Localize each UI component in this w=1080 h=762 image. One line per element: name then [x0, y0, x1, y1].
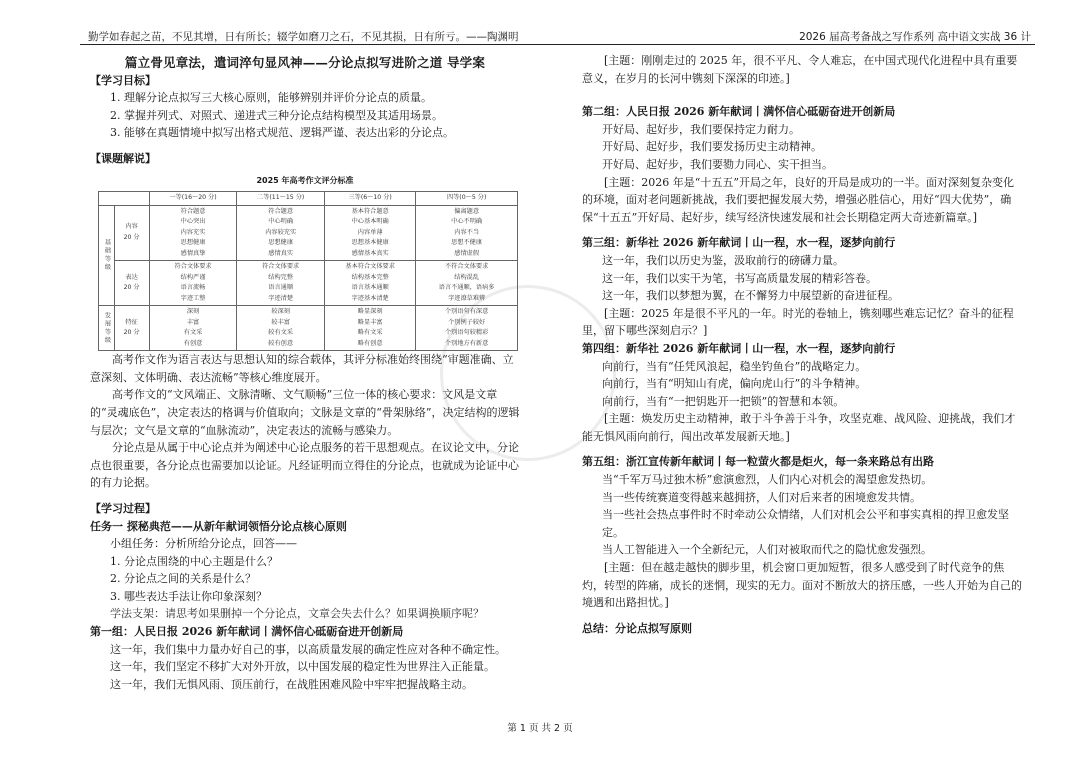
page-title: 篇立骨见章法，遣词淬句显风神——分论点拟写进阶之道 导学案 [124, 55, 486, 70]
rubric-cell: 个别语句有深意 个别例子较好 个别语句较精彩 个别地方有新意 [416, 306, 518, 351]
rubric-table [98, 191, 518, 351]
topic-note: [主题：刚刚走过的 2025 年，很不平凡、令人难忘，在中国式现代化进程中具有重要意义，在岁月的长河中镌刻下深深的印迹。] [582, 54, 1018, 85]
goal-item: 2. 掌握并列式、对照式、递进式三种分论点结构模型及其适用场景。 [110, 108, 443, 122]
group-line: 开好局、起好步，我们要勠力同心、实干担当。 [602, 157, 833, 171]
grade-header: 二等(11～15 分) [237, 192, 325, 206]
group-title: 第二组：人民日报 2026 新年献词丨满怀信心砥砺奋进开创新局 [582, 105, 896, 119]
rubric-cell: 基本符合文体要求 结构基本完整 语言基本通顺 字迹基本清楚 [324, 261, 415, 306]
page-header [80, 26, 1035, 45]
rubric-cell: 深刻 丰富 有文采 有创意 [149, 306, 237, 351]
group-title: 第五组：浙江宣传新年献词丨每一粒萤火都是炬火，每一条来路总有出路 [582, 455, 934, 469]
explain-paragraph: 高考作文的“文风端正、文脉清晰、文气顺畅”三位一体的核心要求：文风是文章的“灵魂底色”，决定表达的格调与价值取向；文脉是文章的“骨架脉络”，决定结构的逻辑与层次；文气是文章的“血脉流动”，决定表达的流畅与感染力。 [90, 388, 520, 437]
rubric-cell: 符合题意 中心明确 内容较充实 思想健康 感情真实 [237, 205, 325, 261]
basic-level-label: 基础等级 [99, 205, 115, 306]
group-title: 第一组：人民日报 2026 新年献词丨满怀信心砥砺奋进开创新局 [90, 625, 404, 639]
process-heading: 【学习过程】 [90, 501, 156, 515]
header-quote: 勤学如春起之苗，不见其增，日有所长；辍学如磨刀之石，不见其损，日有所亏。——陶渊明 [88, 31, 519, 43]
group-line: 这一年，我们以历史为鉴，汲取前行的磅礴力量。 [602, 253, 844, 267]
goals-heading: 【学习目标】 [90, 73, 156, 87]
grade-header: 一等(16～20 分) [149, 192, 237, 206]
goal-item: 3. 能够在真题情境中拟写出格式规范、逻辑严谨、表达出彩的分论点。 [110, 126, 454, 140]
summary-heading: 总结：分论点拟写原则 [582, 621, 692, 635]
right-column [582, 52, 1022, 637]
left-column [90, 52, 520, 693]
group-line: 这一年，我们集中力量办好自己的事，以高质量发展的确定性应对各种不确定性。 [110, 642, 506, 656]
row-label: 表达 20 分 [114, 261, 149, 306]
question-item: 3. 哪些表达手法让你印象深刻？ [110, 589, 267, 603]
rubric-cell: 偏离题意 中心不明确 内容不当 思想不健康 感情虚假 [416, 205, 518, 261]
explain-heading: 【课题解说】 [90, 151, 156, 165]
topic-note: [主题：2025 年是很不平凡的一年。时光的卷轴上，镌刻哪些难忘记忆？奋斗的征程里，留下哪些深刻启示？] [582, 306, 1014, 338]
group-line: 开好局、起好步，我们要发扬历史主动精神。 [602, 140, 822, 154]
question-item: 2. 分论点之间的关系是什么？ [110, 572, 256, 586]
rubric-cell: 基本符合题意 中心基本明确 内容单薄 思想基本健康 感情基本真实 [324, 205, 415, 261]
group-title: 第三组：新华社 2026 新年献词丨山一程，水一程，逐梦向前行 [582, 236, 896, 250]
group-line: 这一年，我们以实干为笔，书写高质量发展的精彩答卷。 [602, 271, 877, 285]
development-level-label: 发展等级 [99, 306, 115, 351]
row-label: 特征 20 分 [114, 306, 149, 351]
task-intro: 小组任务：分析所给分论点，回答—— [110, 537, 297, 551]
group-title: 第四组：新华社 2026 新年献词丨山一程，水一程，逐梦向前行 [582, 341, 896, 355]
group-line: 这一年，我们以梦想为翼，在不懈努力中展望新的奋进征程。 [602, 289, 899, 303]
explain-paragraph: 分论点是从属于中心论点并为阐述中心论点服务的若干思想观点。在议论文中，分论点也很重要，各分论点也需要加以论证。凡经证明而立得住的分论点，也就成为论证中心的有力论据。 [90, 441, 519, 490]
rubric-cell: 略显深刻 略显丰富 略有文采 略有创意 [324, 306, 415, 351]
rubric-cell: 较深刻 较丰富 较有文采 较有创意 [237, 306, 325, 351]
rubric-cell: 符合文体要求 结构严谨 语言流畅 字迹工整 [149, 261, 237, 306]
group-line: 开好局、起好步，我们要保持定力耐力。 [602, 122, 800, 136]
group-line: 这一年，我们无惧风雨、顶压前行，在战胜困难风险中牢牢把握战略主动。 [110, 677, 473, 691]
row-label: 内容 20 分 [114, 205, 149, 261]
page-number: 第 1 页 共 2 页 [507, 723, 573, 734]
group-line: 向前行，当有“一把钥匙开一把锁”的智慧和本领。 [602, 394, 845, 408]
topic-note: [主题：焕发历史主动精神，敢于斗争善于斗争，攻坚克难、战风险、迎挑战，我们才能无惧风雨向前行，闯出改革发展新天地。] [582, 412, 1016, 443]
topic-note: [主题：但在越走越快的脚步里，机会窗口更加短暂，很多人感受到了时代竞争的焦灼，转型的阵痛，成长的迷惘，现实的无力。面对不断放大的挤压感，一些人开始为自己的境遇和出路担忧。] [582, 561, 1022, 610]
task-title: 任务一 探秘典范——从新年献词领悟分论点核心原则 [90, 519, 347, 533]
group-line: 当人工智能进入一个全新纪元，人们对被取而代之的隐忧愈发强烈。 [602, 543, 932, 557]
goal-item: 1. 理解分论点拟写三大核心原则，能够辨别并评价分论点的质量。 [110, 91, 432, 105]
explain-paragraph: 高考作文作为语言表达与思想认知的综合载体，其评分标准始终围绕“审题准确、立意深刻、文体明确、表达流畅”等核心维度展开。 [90, 353, 514, 384]
rubric-cell: 不符合文体要求 结构混乱 语言不通顺，语病多 字迹潦草难辨 [416, 261, 518, 306]
group-line: 当“千军万马过独木桥”愈演愈烈，人们内心对机会的渴望愈发热切。 [602, 473, 933, 487]
group-line: 向前行，当有“任凭风浪起，稳坐钓鱼台”的战略定力。 [602, 359, 867, 373]
rubric-title: 2025 年高考作文评分标准 [256, 175, 354, 185]
method-hint: 学法支架：请思考如果删掉一个分论点，文章会失去什么？如果调换顺序呢？ [110, 607, 484, 621]
group-line: 当一些传统赛道变得越来越拥挤，人们对后来者的困境愈发共情。 [602, 490, 921, 504]
group-line: 当一些社会热点事件时不时牵动公众情绪，人们对机会公平和事实真相的捍卫愈发坚定。 [602, 508, 1009, 539]
header-series: 2026 届高考备战之写作系列 高中语文实战 36 计 [799, 31, 1031, 43]
question-item: 1. 分论点围绕的中心主题是什么？ [110, 554, 278, 568]
grade-header: 四等(0～5 分) [416, 192, 518, 206]
rubric-cell: 符合题意 中心突出 内容充实 思想健康 感情真挚 [149, 205, 237, 261]
rubric-cell: 符合文体要求 结构完整 语言通顺 字迹清楚 [237, 261, 325, 306]
topic-note: [主题：2026 年是“十五五”开局之年，良好的开局是成功的一半。面对深刻复杂变化的环境，面对老问题新挑战，我们要把握发展大势，增强必胜信心，用好“四大优势”，确保“十五五”开好局、起好步，续写经济快速发展和社会长期稳定两大奇迹新篇章。] [582, 175, 1015, 224]
grade-header: 三等(6～10 分) [324, 192, 415, 206]
group-line: 向前行，当有“明知山有虎，偏向虎山行”的斗争精神。 [602, 377, 867, 391]
group-line: 这一年，我们坚定不移扩大对外开放，以中国发展的稳定性为世界注入正能量。 [110, 660, 495, 674]
